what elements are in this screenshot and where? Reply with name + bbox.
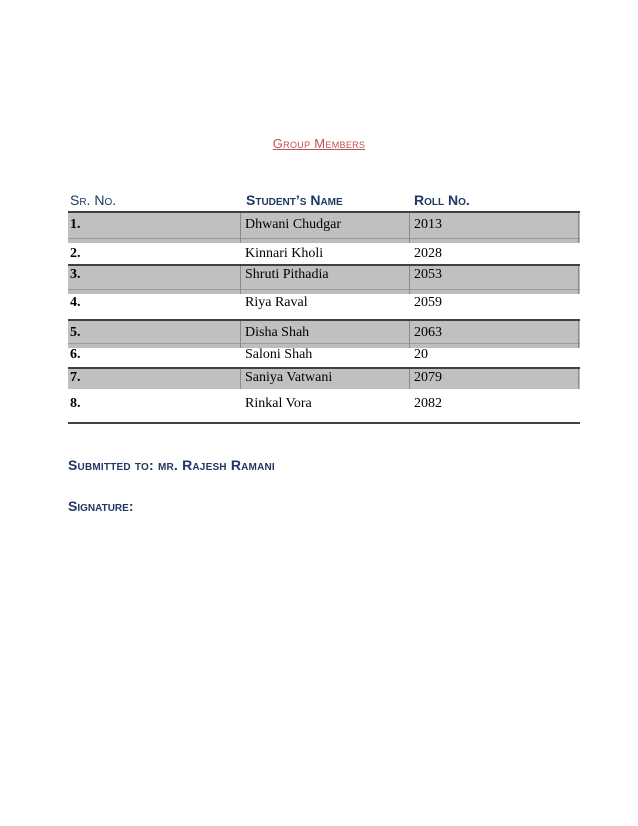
table-row [68, 345, 580, 365]
column-header-roll: Roll No. [414, 192, 470, 208]
table-row [68, 242, 580, 264]
row-roll: 2082 [414, 396, 442, 411]
table-row [68, 291, 580, 317]
row-roll: 2053 [414, 267, 442, 282]
table-row [68, 319, 580, 348]
row-sr: 2. [70, 246, 81, 261]
row-roll: 20 [414, 347, 428, 362]
row-roll: 2079 [414, 370, 442, 385]
table-row [68, 367, 580, 389]
row-name: Rinkal Vora [245, 396, 312, 411]
table-bottom-rule [68, 422, 580, 424]
row-sr: 1. [70, 217, 81, 232]
row-name: Saloni Shah [245, 347, 313, 362]
row-name: Shruti Pithadia [245, 267, 329, 282]
table-row [68, 391, 580, 421]
table-row [68, 211, 580, 243]
row-name: Saniya Vatwani [245, 370, 333, 385]
column-header-name: Student’s Name [246, 192, 343, 208]
row-sr: 6. [70, 347, 81, 362]
signature-label: Signature: [68, 498, 134, 514]
row-name: Dhwani Chudgar [245, 217, 342, 232]
row-name: Disha Shah [245, 325, 310, 340]
row-sr: 8. [70, 396, 81, 411]
page-heading: Group Members [272, 136, 366, 151]
row-sr: 5. [70, 325, 81, 340]
row-sr: 7. [70, 370, 81, 385]
table-row [68, 264, 580, 294]
row-name: Riya Raval [245, 295, 308, 310]
row-roll: 2013 [414, 217, 442, 232]
row-sr: 4. [70, 295, 81, 310]
row-roll: 2063 [414, 325, 442, 340]
row-sr: 3. [70, 267, 81, 282]
row-name: Kinnari Kholi [245, 246, 324, 261]
column-header-sr-no: Sr. No. [70, 192, 117, 208]
row-roll: 2028 [414, 246, 442, 261]
row-roll: 2059 [414, 295, 442, 310]
submitted-to: Submitted to: mr. Rajesh Ramani [68, 457, 275, 473]
